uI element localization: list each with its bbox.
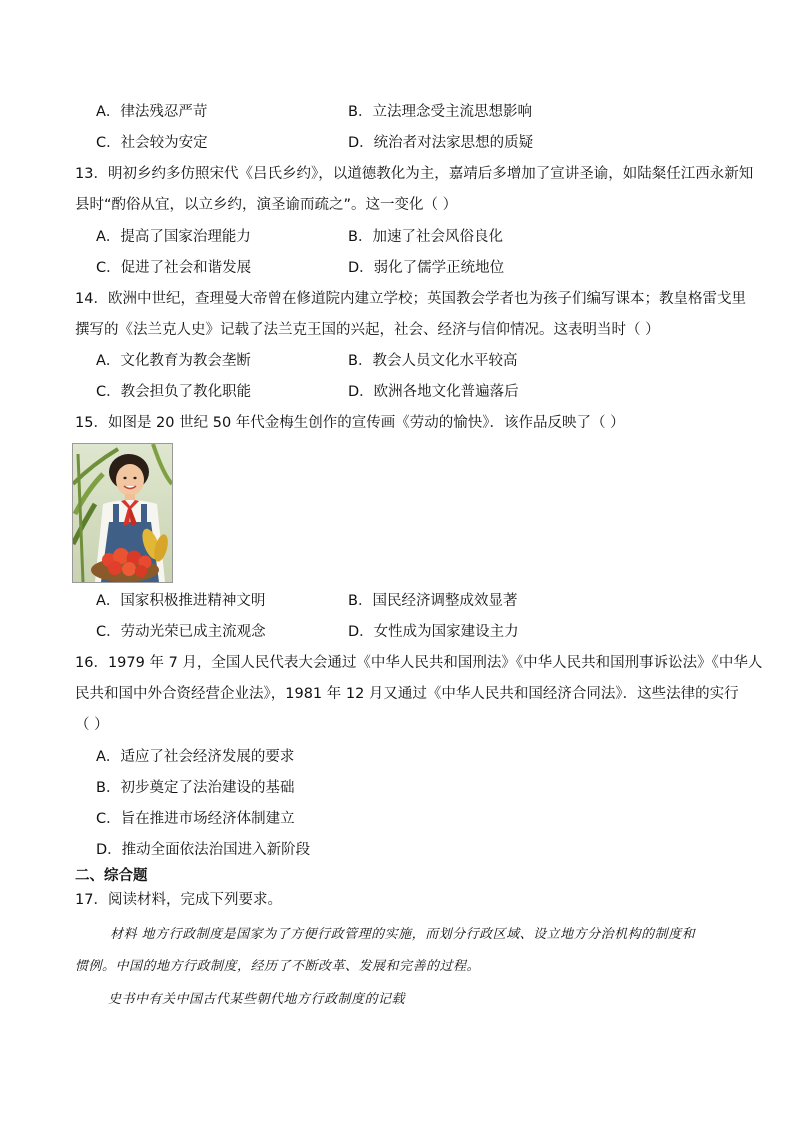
q15-option-c: C．劳动光荣已成主流观念 (96, 624, 266, 640)
q13-stem-line1: 13．明初乡约多仿照宋代《吕氏乡约》，以道德教化为主，嘉靖后多增加了宣讲圣谕，如陆粲任江西永新知 (75, 166, 754, 182)
q17-material-line2: 惯例。中国的地方行政制度，经历了不断改革、发展和完善的过程。 (75, 959, 481, 974)
q17-table-caption: 史书中有关中国古代某些朝代地方行政制度的记载 (108, 992, 406, 1007)
q16-stem-line3: （ ） (75, 717, 109, 733)
q14-option-d: D．欧洲各地文化普遍落后 (348, 384, 519, 400)
q14-option-c: C．教会担负了教化职能 (96, 384, 252, 400)
q14-option-a: A．文化教育为教会垄断 (96, 353, 251, 369)
q12-option-b: B．立法理念受主流思想影响 (348, 104, 532, 120)
q16-option-a: A．适应了社会经济发展的要求 (96, 749, 295, 765)
q16-stem-line2: 民共和国中外合资经营企业法》，1981 年 12 月又通过《中华人民共和国经济合同法》．这些法律的实行 (75, 686, 739, 702)
q15-option-a: A．国家积极推进精神文明 (96, 593, 266, 609)
propaganda-poster-image (72, 443, 173, 583)
q13-stem-line2: 县时“酌俗从宜，以立乡约，演圣谕而疏之”。这一变化（ ） (75, 197, 458, 213)
q15-option-b: B．国民经济调整成效显著 (348, 593, 518, 609)
q16-option-c: C．旨在推进市场经济体制建立 (96, 811, 295, 827)
q13-option-b: B．加速了社会风俗良化 (348, 229, 503, 245)
q13-option-c: C．促进了社会和谐发展 (96, 260, 252, 276)
section-heading-comprehensive: 二、综合题 (75, 868, 148, 884)
q16-option-b: B．初步奠定了法治建设的基础 (96, 780, 295, 796)
q13-option-d: D．弱化了儒学正统地位 (348, 260, 505, 276)
q14-stem-line2: 撰写的《法兰克人史》记载了法兰克王国的兴起，社会、经济与信仰情况。这表明当时（ ） (75, 322, 660, 338)
q12-option-c: C．社会较为安定 (96, 135, 208, 151)
q15-option-d: D．女性成为国家建设主力 (348, 624, 519, 640)
q15-stem-line1: 15．如图是 20 世纪 50 年代金梅生创作的宣传画《劳动的愉快》．该作品反映了（ ） (75, 415, 625, 431)
q12-option-d: D．统治者对法家思想的质疑 (348, 135, 534, 151)
q13-option-a: A．提高了国家治理能力 (96, 229, 251, 245)
q17-stem-line1: 17．阅读材料，完成下列要求。 (75, 892, 282, 908)
q16-option-d: D．推动全面依法治国进入新阶段 (96, 842, 311, 858)
q17-material-line1: 材料 地方行政制度是国家为了方便行政管理的实施，而划分行政区域、设立地方分治机构的制度和 (110, 927, 696, 942)
q16-stem-line1: 16．1979 年 7 月，全国人民代表大会通过《中华人民共和国刑法》《中华人民共和国刑事诉讼法》《中华人 (75, 655, 763, 671)
q12-option-a: A．律法残忍严苛 (96, 104, 208, 120)
q14-stem-line1: 14．欧洲中世纪，查理曼大帝曾在修道院内建立学校；英国教会学者也为孩子们编写课本；教皇格雷戈里 (75, 291, 746, 307)
q14-option-b: B．教会人员文化水平较高 (348, 353, 518, 369)
